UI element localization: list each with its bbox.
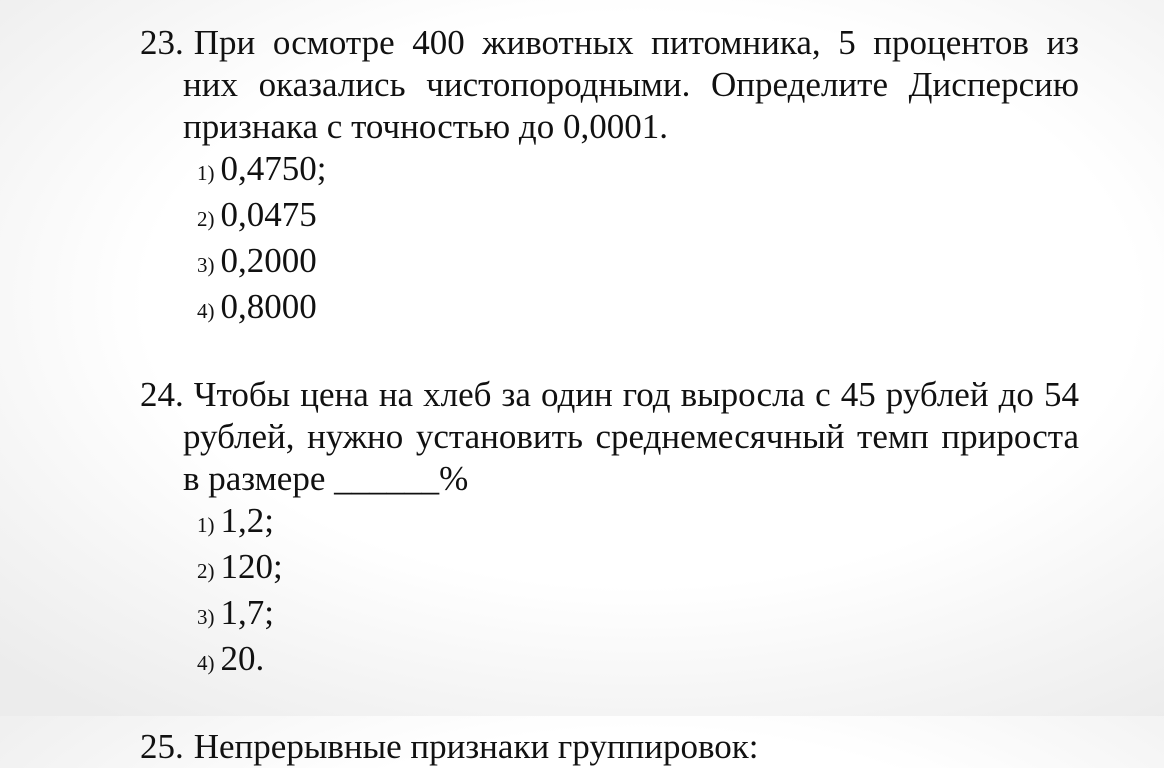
question-number: 24. (140, 375, 184, 414)
question-24 (140, 374, 1079, 684)
question-23 (140, 22, 1079, 332)
answer-option (197, 240, 1079, 286)
answer-option (197, 546, 1079, 592)
option-number: 3) (197, 605, 215, 629)
option-value: 1,2; (220, 501, 274, 540)
option-number: 4) (197, 651, 215, 675)
option-number: 4) (197, 299, 215, 323)
option-number: 3) (197, 253, 215, 277)
document-page (140, 22, 1079, 768)
option-value: 120; (220, 547, 283, 586)
answer-options (140, 148, 1079, 332)
option-value: 20. (220, 639, 265, 678)
answer-option (197, 638, 1079, 684)
answer-options (140, 500, 1079, 684)
answer-option (197, 592, 1079, 638)
option-number: 2) (197, 559, 215, 583)
question-25 (140, 726, 1079, 768)
option-number: 1) (197, 513, 215, 537)
answer-option (197, 148, 1079, 194)
question-body: Чтобы цена на хлеб за один год выросла с 45 рублей до 54 рублей, нужно установить среднемесячный темп прироста в размере ______% (183, 375, 1079, 498)
question-text (140, 726, 1079, 768)
option-value: 0,4750; (220, 149, 327, 188)
question-text (140, 22, 1079, 148)
option-value: 0,8000 (220, 287, 317, 326)
option-number: 1) (197, 161, 215, 185)
answer-option (197, 286, 1079, 332)
question-number: 23. (140, 23, 184, 62)
question-text (140, 374, 1079, 500)
question-body: При осмотре 400 животных питомника, 5 процентов из них оказались чистопородными. Определите Дисперсию признака с точностью до 0,0001. (183, 23, 1079, 146)
question-body: Непрерывные признаки группировок: (193, 727, 759, 766)
question-number: 25. (140, 727, 184, 766)
option-value: 1,7; (220, 593, 274, 632)
option-value: 0,2000 (220, 241, 317, 280)
answer-option (197, 500, 1079, 546)
option-value: 0,0475 (220, 195, 317, 234)
option-number: 2) (197, 207, 215, 231)
spacer (140, 684, 1079, 726)
spacer (140, 332, 1079, 374)
answer-option (197, 194, 1079, 240)
